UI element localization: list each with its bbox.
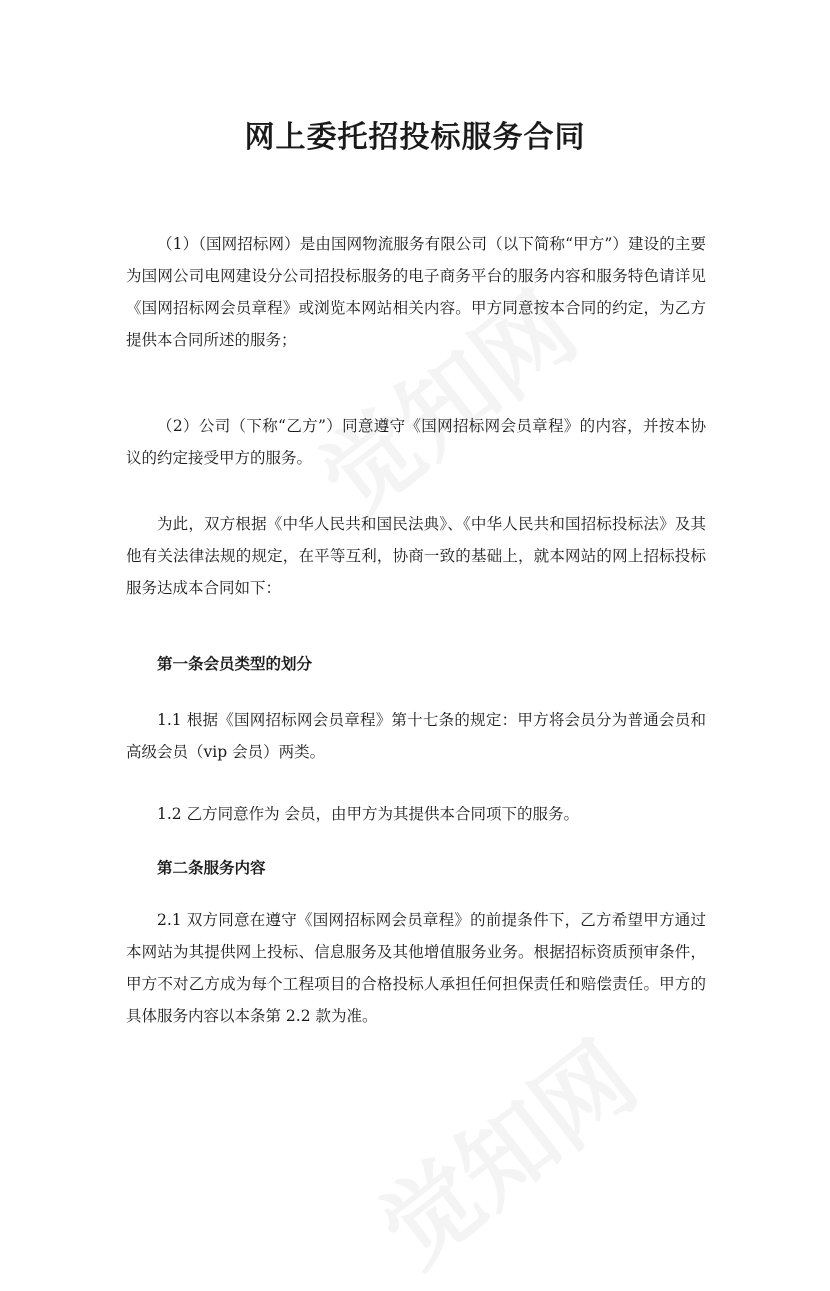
- clause-1-1: 1.1 根据《国网招标网会员章程》第十七条的规定：甲方将会员分为普通会员和高级会员（vip 会员）两类。: [126, 711, 706, 761]
- document-title: 网上委托招投标服务合同: [244, 120, 586, 155]
- clause-1-2: 1.2 乙方同意作为 会员，由甲方为其提供本合同项下的服务。: [157, 805, 580, 823]
- paragraph-intro-2: （2）公司（下称“乙方”）同意遵守《国网招标网会员章程》的内容，并按本协议的约定接受甲方的服务。: [126, 417, 706, 467]
- watermark: [348, 1006, 659, 1291]
- clause-2-1: 2.1 双方同意在遵守《国网招标网会员章程》的前提条件下，乙方希望甲方通过本网站为其提供网上投标、信息服务及其他增值服务业务。根据招标资质预审条件，甲方不对乙方成为每个工程项目的合格投标人承担任何担保责任和赔偿责任。甲方的具体服务内容以本条第 2.2 款为准。: [126, 911, 706, 1025]
- section-2-heading: 第二条服务内容: [157, 859, 266, 877]
- paragraph-intro-3: 为此，双方根据《中华人民共和国民法典》、《中华人民共和国招标投标法》及其他有关法律法规的规定，在平等互利，协商一致的基础上，就本网站的网上招标投标服务达成本合同如下：: [126, 515, 706, 597]
- paragraph-intro-1: （1）（国网招标网）是由国网物流服务有限公司（以下简称“甲方”）建设的主要为国网公司电网建设分公司招投标服务的电子商务平台的服务内容和服务特色请详见《国网招标网会员章程》或浏览本网站相关内容。甲方同意按本合同的约定，为乙方提供本合同所述的服务；: [126, 235, 706, 349]
- section-1-heading: 第一条会员类型的划分: [157, 655, 313, 673]
